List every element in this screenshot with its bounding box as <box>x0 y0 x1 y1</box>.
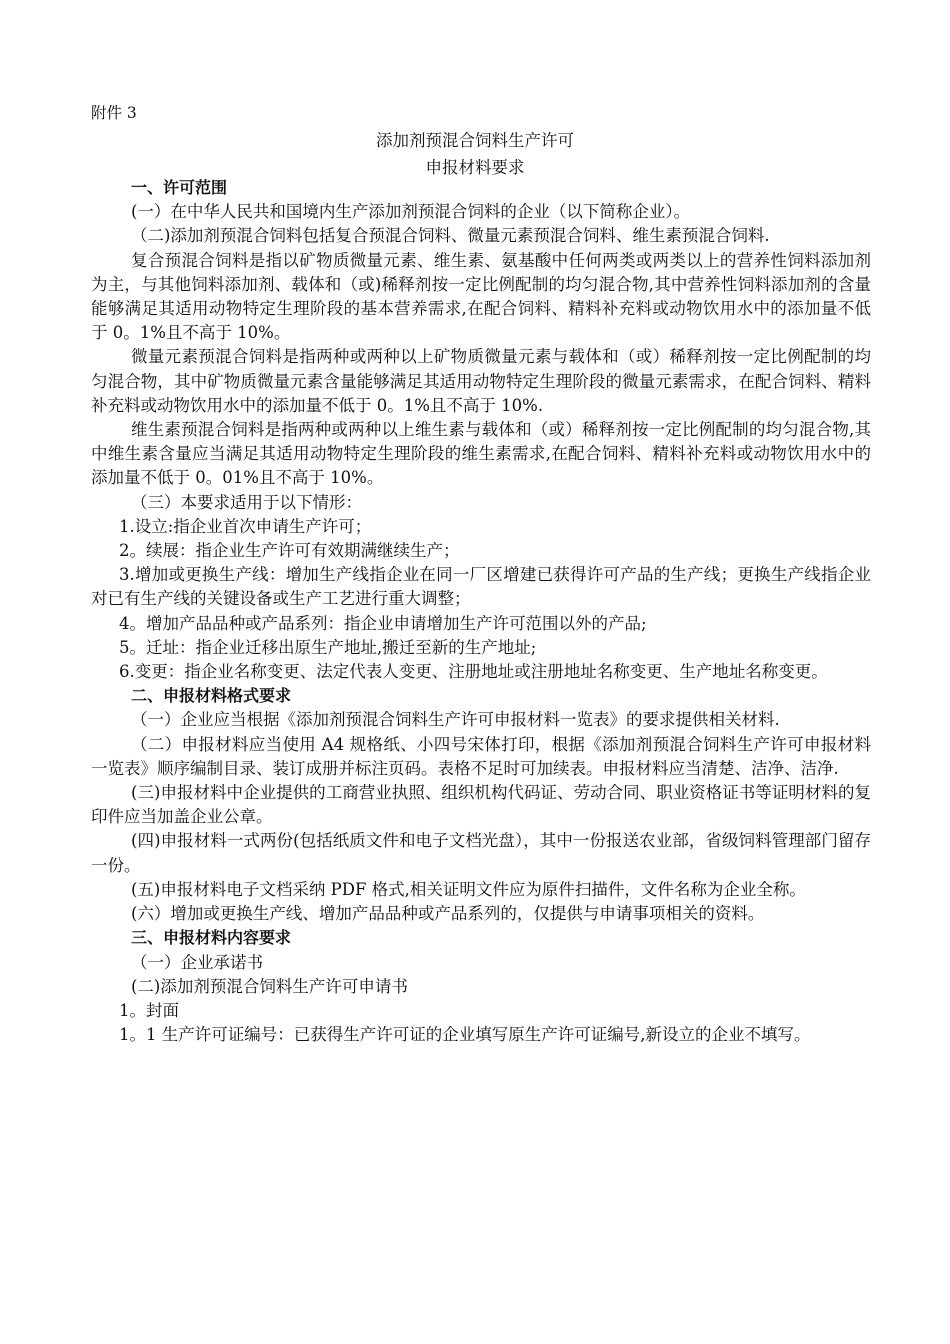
section-heading: 一、许可范围 <box>131 178 228 197</box>
section-heading: 二、申报材料格式要求 <box>131 686 292 706</box>
paragraph: （三）本要求适用于以下情形： <box>131 492 362 512</box>
paragraph: （一）企业应当根据《添加剂预混合饲料生产许可申报材料一览表》的要求提供相关材料. <box>131 710 780 730</box>
document-title: 添加剂预混合饲料生产许可 <box>376 131 574 150</box>
list-item: 5。迁址：指企业迁移出原生产地址,搬迁至新的生产地址; <box>119 637 537 657</box>
paragraph: (一）在中华人民共和国境内生产添加剂预混合饲料的企业（以下简称企业）。 <box>131 202 691 222</box>
document-body <box>91 176 871 1047</box>
paragraph: 微量元素预混合饲料是指两种或两种以上矿物质微量元素与载体和（或）稀释剂按一定比例配制的均匀混合物，其中矿物质微量元素含量能够满足其适用动物特定生理阶段的微量元素需求，在配合饲料、精料补充料或动物饮用水中的添加量不低于 0。1%且不高于 10%. <box>91 347 871 415</box>
paragraph: (四)申报材料一式两份(包括纸质文件和电子文档光盘），其中一份报送农业部，省级饲料管理部门留存一份。 <box>91 831 871 875</box>
paragraph: （一）企业承诺书 <box>131 952 263 972</box>
list-item: 3.增加或更换生产线：增加生产线指企业在同一厂区增建已获得许可产品的生产线；更换生产线指企业对已有生产线的关键设备或生产工艺进行重大调整； <box>91 565 871 609</box>
list-item: 2。续展：指企业生产许可有效期满继续生产； <box>119 541 460 561</box>
paragraph: (三)申报材料中企业提供的工商营业执照、组织机构代码证、劳动合同、职业资格证书等证明材料的复印件应当加盖企业公章。 <box>91 783 871 827</box>
paragraph: (五)申报材料电子文档采纳 PDF 格式,相关证明文件应为原件扫描件，文件名称为企业全称。 <box>131 879 806 899</box>
paragraph: （二)添加剂预混合饲料包括复合预混合饲料、微量元素预混合饲料、维生素预混合饲料. <box>131 226 770 246</box>
paragraph: 1。1 生产许可证编号：已获得生产许可证的企业填写原生产许可证编号,新设立的企业不填写。 <box>119 1025 811 1045</box>
paragraph: (二)添加剂预混合饲料生产许可申请书 <box>131 976 408 996</box>
paragraph: （二）申报材料应当使用 A4 规格纸、小四号宋体打印，根据《添加剂预混合饲料生产许可申报材料一览表》顺序编制目录、装订成册并标注页码。表格不足时可加续表。申报材料应当清楚、洁净、洁净. <box>91 734 871 778</box>
paragraph: 维生素预混合饲料是指两种或两种以上维生素与载体和（或）稀释剂按一定比例配制的均匀混合物,其中维生素含量应当满足其适用动物特定生理阶段的维生素需求,在配合饲料、精料补充料或动物饮用水中的添加量不低于 0。01%且不高于 10%。 <box>91 420 871 488</box>
paragraph: (六）增加或更换生产线、增加产品品种或产品系列的，仅提供与申请事项相关的资料。 <box>131 904 765 924</box>
list-item: 4。增加产品品种或产品系列：指企业申请增加生产许可范围以外的产品; <box>119 613 647 633</box>
paragraph: 1。封面 <box>119 1000 179 1020</box>
attachment-label: 附件 3 <box>91 104 137 122</box>
document-subtitle: 申报材料要求 <box>425 158 525 177</box>
paragraph: 复合预混合饲料是指以矿物质微量元素、维生素、氨基酸中任何两类或两类以上的营养性饲料添加剂为主，与其他饲料添加剂、载体和（或)稀释剂按一定比例配制的均匀混合物,其中营养性饲料添加剂的含量能够满足其适用动物特定生理阶段的基本营养需求,在配合饲料、精料补充料或动物饮用水中的添加量不低于 0。1%且不高于 10%。 <box>91 250 871 343</box>
list-item: 1.设立:指企业首次申请生产许可； <box>119 516 372 536</box>
section-heading: 三、申报材料内容要求 <box>131 928 292 948</box>
list-item: 6.变更：指企业名称变更、法定代表人变更、注册地址或注册地址名称变更、生产地址名称变更。 <box>119 662 828 682</box>
